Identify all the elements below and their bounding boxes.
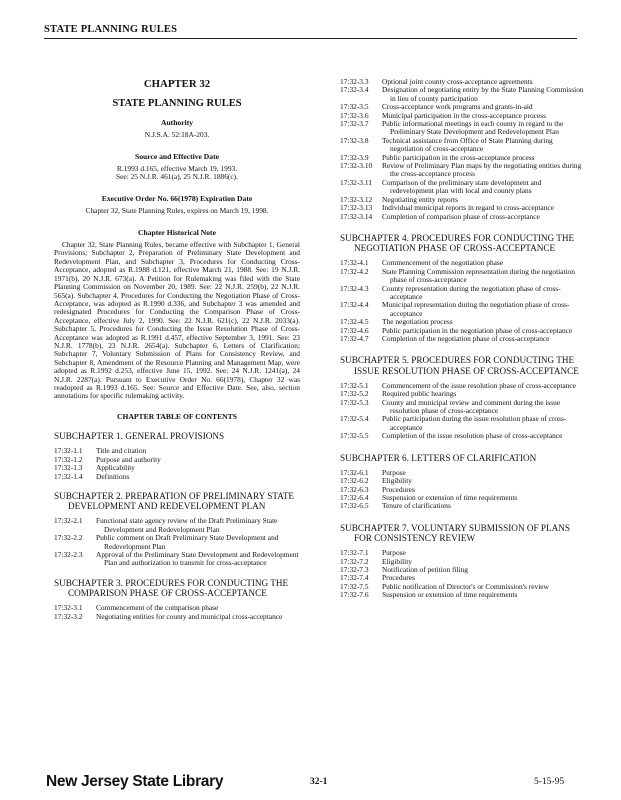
- section-number: 17:32-5.3: [340, 397, 369, 407]
- section-title: Public informational meetings in each county in regard to the Preliminary State Development and Redevelopment Plan: [382, 119, 564, 137]
- toc-heading: CHAPTER TABLE OF CONTENTS: [117, 411, 237, 421]
- running-header: STATE PLANNING RULES: [44, 24, 178, 35]
- section-title: Suspension or extension of time requirements: [382, 493, 518, 503]
- section-title: Municipal participation in the cross-acceptance process: [382, 110, 546, 120]
- historical-note-text: Chapter 32, State Planning Rules, became effective with Subchapter 1, General Provisions; Subchapter 2, Preparation of Preliminary State Development and Redevelopment Plan, and Subchapter 3, Procedures for Conducting Cross-Acceptance, adopted as R.1988 d.121, effective March 21, 1988. See: 19 N.J.R. 1971(b), 20 N.J.R. 673(a). A Petition for Rulemaking was filed with the State Planning Commission on November 20, 1989. See: 22 N.J.R. 259(b), 22 N.J.R. 565(a). Subchapter 4, Procedures for Conducting the Negotiation Phase of Cross-Acceptance, was adopted as R.1990 d.336, and Subchapter 3 was amended and redesignated Procedures for Conducting the Comparison Phase of Cross-Acceptance, effective July 2, 1990. See: 22 N.J.R. 621(c), 22 N.J.R. 2033(a). Subchapter 5, Procedures for Conducting the Issue Resolution Phase of Cross-Acceptance was adopted as R.1991 d.457, effective September 3, 1991. See: 23 N.J.R. 1778(b), 23 N.J.R. 2654(a). Subchapter 6, Letters of Clarification; Subchapter 7, Voluntary Submission of Plans for Consistency Review, and Subchapter 8, Amendment of the Resource Planning and Management Map, were adopted as R.1992 d.253, effective June 15, 1992. See: 24 N.J.R. 1241(a), 24 N.J.R. 2287(a). Pursuant to Executive Order No. 66(1978), Chapter 32 was readopted as R.1993 d.165. See: Source and Effective Date. See, also, section annotations for specific rulemaking activity.: [54, 240, 300, 401]
- toc-entry: [54, 517, 300, 534]
- section-title: Commencement of the comparison phase: [96, 603, 219, 613]
- section-number: 17:32-4.5: [340, 317, 369, 327]
- section-title: Definitions: [96, 471, 130, 481]
- section-title: Purpose: [382, 548, 406, 558]
- section-title: Public notification of Director's or Commission's review: [382, 581, 549, 591]
- chapter-title: STATE PLANNING RULES: [112, 98, 242, 110]
- section-title: The negotiation process: [382, 317, 453, 327]
- toc-entry: [340, 415, 584, 432]
- section-number: 17:32-7.5: [340, 581, 369, 591]
- toc-entry: [340, 591, 584, 599]
- section-number: 17:32-6.1: [340, 467, 369, 477]
- section-number: 17:32-5.2: [340, 389, 369, 399]
- section-number: 17:32-2.3: [54, 550, 83, 560]
- section-number: 17:32-1.3: [54, 463, 83, 473]
- section-title: Commencement of the negotiation phase: [382, 258, 504, 268]
- section-number: 17:32-1.2: [54, 454, 83, 464]
- section-title: Optional joint county cross-acceptance agreements: [382, 77, 533, 86]
- section-number: 17:32-1.4: [54, 471, 83, 481]
- subchapter-6-heading: SUBCHAPTER 6. LETTERS OF CLARIFICATION: [340, 452, 537, 463]
- toc-entry: [340, 301, 584, 318]
- section-number: 17:32-3.10: [340, 161, 373, 171]
- section-number: 17:32-7.1: [340, 548, 369, 558]
- section-number: 17:32-4.6: [340, 325, 369, 335]
- subchapter-2-list: [54, 517, 300, 567]
- section-title: Purpose: [382, 467, 406, 477]
- toc-entry: [340, 120, 584, 137]
- section-number: 17:32-5.4: [340, 414, 369, 424]
- section-title: Designation of negotiating entity by the State Planning Commission in lieu of county participation: [382, 85, 584, 103]
- section-number: 17:32-3.3: [340, 77, 369, 86]
- source-line-1: R.1993 d.165, effective March 19, 1993.: [116, 164, 238, 174]
- toc-entry: [340, 268, 584, 285]
- subchapter-7-list: [340, 549, 584, 599]
- section-title: Completion of the negotiation phase of cross-acceptance: [382, 333, 550, 343]
- authority-heading: Authority: [160, 117, 194, 127]
- section-title: Completion of the issue resolution phase of cross-acceptance: [382, 431, 563, 441]
- toc-entry: [54, 551, 300, 568]
- toc-entry: [340, 179, 584, 196]
- section-title: Public participation in the negotiation phase of cross-acceptance: [382, 325, 573, 335]
- right-column: [340, 78, 584, 600]
- section-number: 17:32-3.12: [340, 194, 373, 204]
- section-title: Individual municipal reports in regard to cross-acceptance: [382, 203, 554, 213]
- subchapter-2-heading: SUBCHAPTER 2. PREPARATION OF PRELIMINARY STATE DEVELOPMENT AND REDEVELOPMENT PLAN: [54, 491, 295, 512]
- section-number: 17:32-4.4: [340, 300, 369, 310]
- left-column: [54, 78, 300, 621]
- section-title: Title and citation: [96, 446, 147, 456]
- historical-note-heading: Chapter Historical Note: [138, 227, 216, 237]
- section-title: Functional state agency review of the Draft Preliminary State Development and Redevelopment Plan: [96, 516, 278, 534]
- section-number: 17:32-5.5: [340, 431, 369, 441]
- section-number: 17:32-3.13: [340, 203, 373, 213]
- section-number: 17:32-3.2: [54, 611, 83, 621]
- section-number: 17:32-5.1: [340, 380, 369, 390]
- section-number: 17:32-3.8: [340, 135, 369, 145]
- toc-entry: [340, 162, 584, 179]
- section-title: County representation during the negotiation phase of cross-acceptance: [382, 283, 561, 301]
- toc-entry: [340, 86, 584, 103]
- section-title: Eligibility: [382, 476, 412, 486]
- subchapter-3-list: [54, 604, 300, 621]
- section-title: Procedures: [382, 573, 415, 583]
- section-title: Eligibility: [382, 556, 412, 566]
- toc-entry: [340, 137, 584, 154]
- section-title: County and municipal review and comment during the issue resolution phase of cross-acceptance: [382, 397, 561, 415]
- section-title: Tenure of clarifications: [382, 501, 451, 511]
- toc-entry: [340, 494, 584, 502]
- subchapter-3-heading: SUBCHAPTER 3. PROCEDURES FOR CONDUCTING THE COMPARISON PHASE OF CROSS-ACCEPTANCE: [54, 577, 289, 599]
- subchapter-1-heading: SUBCHAPTER 1. GENERAL PROVISIONS: [54, 431, 225, 442]
- section-title: Municipal representation during the negotiation phase of cross-acceptance: [382, 300, 570, 318]
- toc-entry: [340, 335, 584, 343]
- toc-entry: [54, 534, 300, 551]
- section-number: 17:32-6.3: [340, 484, 369, 494]
- section-title: Comparison of the preliminary state development and redevelopment plan with local and county plans: [382, 177, 542, 196]
- section-number: 17:32-4.7: [340, 333, 369, 343]
- section-number: 17:32-4.2: [340, 266, 369, 276]
- section-number: 17:32-3.7: [340, 119, 369, 129]
- toc-entry: [340, 502, 584, 510]
- section-number: 17:32-3.14: [340, 211, 373, 221]
- section-number: 17:32-3.5: [340, 102, 369, 112]
- source-heading: Source and Effective Date: [134, 151, 219, 161]
- subchapter-6-list: [340, 469, 584, 511]
- section-number: 17:32-7.4: [340, 573, 369, 583]
- section-title: Procedures: [382, 484, 415, 494]
- section-number: 17:32-1.1: [54, 446, 83, 456]
- section-number: 17:32-7.6: [340, 590, 369, 600]
- subchapter-1-list: [54, 447, 300, 481]
- toc-entry: [54, 447, 300, 455]
- section-number: 17:32-7.3: [340, 565, 369, 575]
- subchapter-5-heading: SUBCHAPTER 5. PROCEDURES FOR CONDUCTING THE ISSUE RESOLUTION PHASE OF CROSS-ACCEPTANCE: [340, 355, 579, 376]
- section-title: Technical assistance from Office of State Planning during negotiation of cross-acceptance: [382, 135, 553, 154]
- subchapter-5-list: [340, 382, 584, 441]
- section-title: Public comment on Draft Preliminary State Development and Redevelopment Plan: [96, 533, 279, 551]
- section-title: Public participation during the issue resolution phase of cross-acceptance: [382, 414, 567, 432]
- section-title: Completion of comparison phase of cross-acceptance: [382, 211, 540, 221]
- subchapter-4-heading: SUBCHAPTER 4. PROCEDURES FOR CONDUCTING THE NEGOTIATION PHASE OF CROSS-ACCEPTANCE: [340, 232, 575, 254]
- header-rule: [44, 38, 577, 39]
- section-title: Suspension or extension of time requirements: [382, 590, 518, 600]
- section-number: 17:32-6.4: [340, 493, 369, 503]
- section-title: State Planning Commission representation during the negotiation phase of cross-acceptance: [382, 266, 575, 285]
- section-title: Negotiating entities for county and municipal cross-acceptance: [96, 611, 283, 621]
- toc-entry: [54, 473, 300, 481]
- section-title: Public participation in the cross-acceptance process: [382, 152, 535, 162]
- source-line-2: See: 25 N.J.R. 461(a), 25 N.J.R. 1886(c).: [116, 172, 238, 182]
- page-date: 5-15-95: [534, 777, 565, 787]
- authority-text: N.J.S.A. 52:18A-203.: [144, 130, 210, 140]
- toc-entry: [340, 566, 584, 574]
- section-title: Review of Preliminary Plan maps by the negotiating entities during the cross-acceptance process: [382, 161, 582, 179]
- section-number: 17:32-3.1: [54, 603, 83, 613]
- toc-entry: [54, 456, 300, 464]
- section-number: 17:32-3.4: [340, 85, 369, 95]
- section-title: Purpose and authority: [96, 454, 161, 464]
- executive-order-text: Chapter 32, State Planning Rules, expires on March 19, 1998.: [85, 206, 269, 216]
- section-number: 17:32-3.6: [340, 110, 369, 120]
- section-number: 17:32-6.5: [340, 501, 369, 511]
- toc-entry: [340, 432, 584, 440]
- subchapter-7-heading: SUBCHAPTER 7. VOLUNTARY SUBMISSION OF PLANS FOR CONSISTENCY REVIEW: [340, 522, 571, 544]
- section-title: Required public hearings: [382, 389, 457, 399]
- section-title: Approval of the Preliminary State Development and Redevelopment Plan and authorization to transmit for cross-acceptance: [96, 550, 299, 568]
- chapter-number: CHAPTER 32: [143, 78, 211, 90]
- section-number: 17:32-3.9: [340, 152, 369, 162]
- section-title: Applicability: [96, 463, 135, 473]
- section-title: Notification of petition filing: [382, 565, 469, 575]
- page-number: 32-1: [310, 777, 328, 787]
- section-number: 17:32-3.11: [340, 177, 372, 187]
- toc-entry: [340, 285, 584, 302]
- toc-entry: [340, 382, 584, 390]
- toc-entry: [340, 399, 584, 416]
- subchapter-4-list: [340, 259, 584, 343]
- section-title: Negotiating entity reports: [382, 194, 458, 204]
- executive-order-heading: Executive Order No. 66(1978) Expiration Date: [101, 193, 253, 203]
- section-number: 17:32-7.2: [340, 556, 369, 566]
- toc-entry: [54, 464, 300, 472]
- section-number: 17:32-2.1: [54, 516, 83, 526]
- toc-entry: [340, 549, 584, 557]
- section-number: 17:32-4.3: [340, 283, 369, 293]
- toc-entry: [340, 477, 584, 485]
- toc-entry: [54, 613, 300, 621]
- section-title: Cross-acceptance work programs and grants-in-aid: [382, 102, 533, 112]
- toc-entry: [340, 213, 584, 221]
- section-number: 17:32-2.2: [54, 533, 83, 543]
- toc-entry: [340, 469, 584, 477]
- section-number: 17:32-4.1: [340, 258, 369, 268]
- section-title: Commencement of the issue resolution phase of cross-acceptance: [382, 380, 576, 390]
- subchapter-3-list-continued: [340, 78, 584, 221]
- library-logo: New Jersey State Library: [46, 773, 224, 790]
- section-number: 17:32-6.2: [340, 476, 369, 486]
